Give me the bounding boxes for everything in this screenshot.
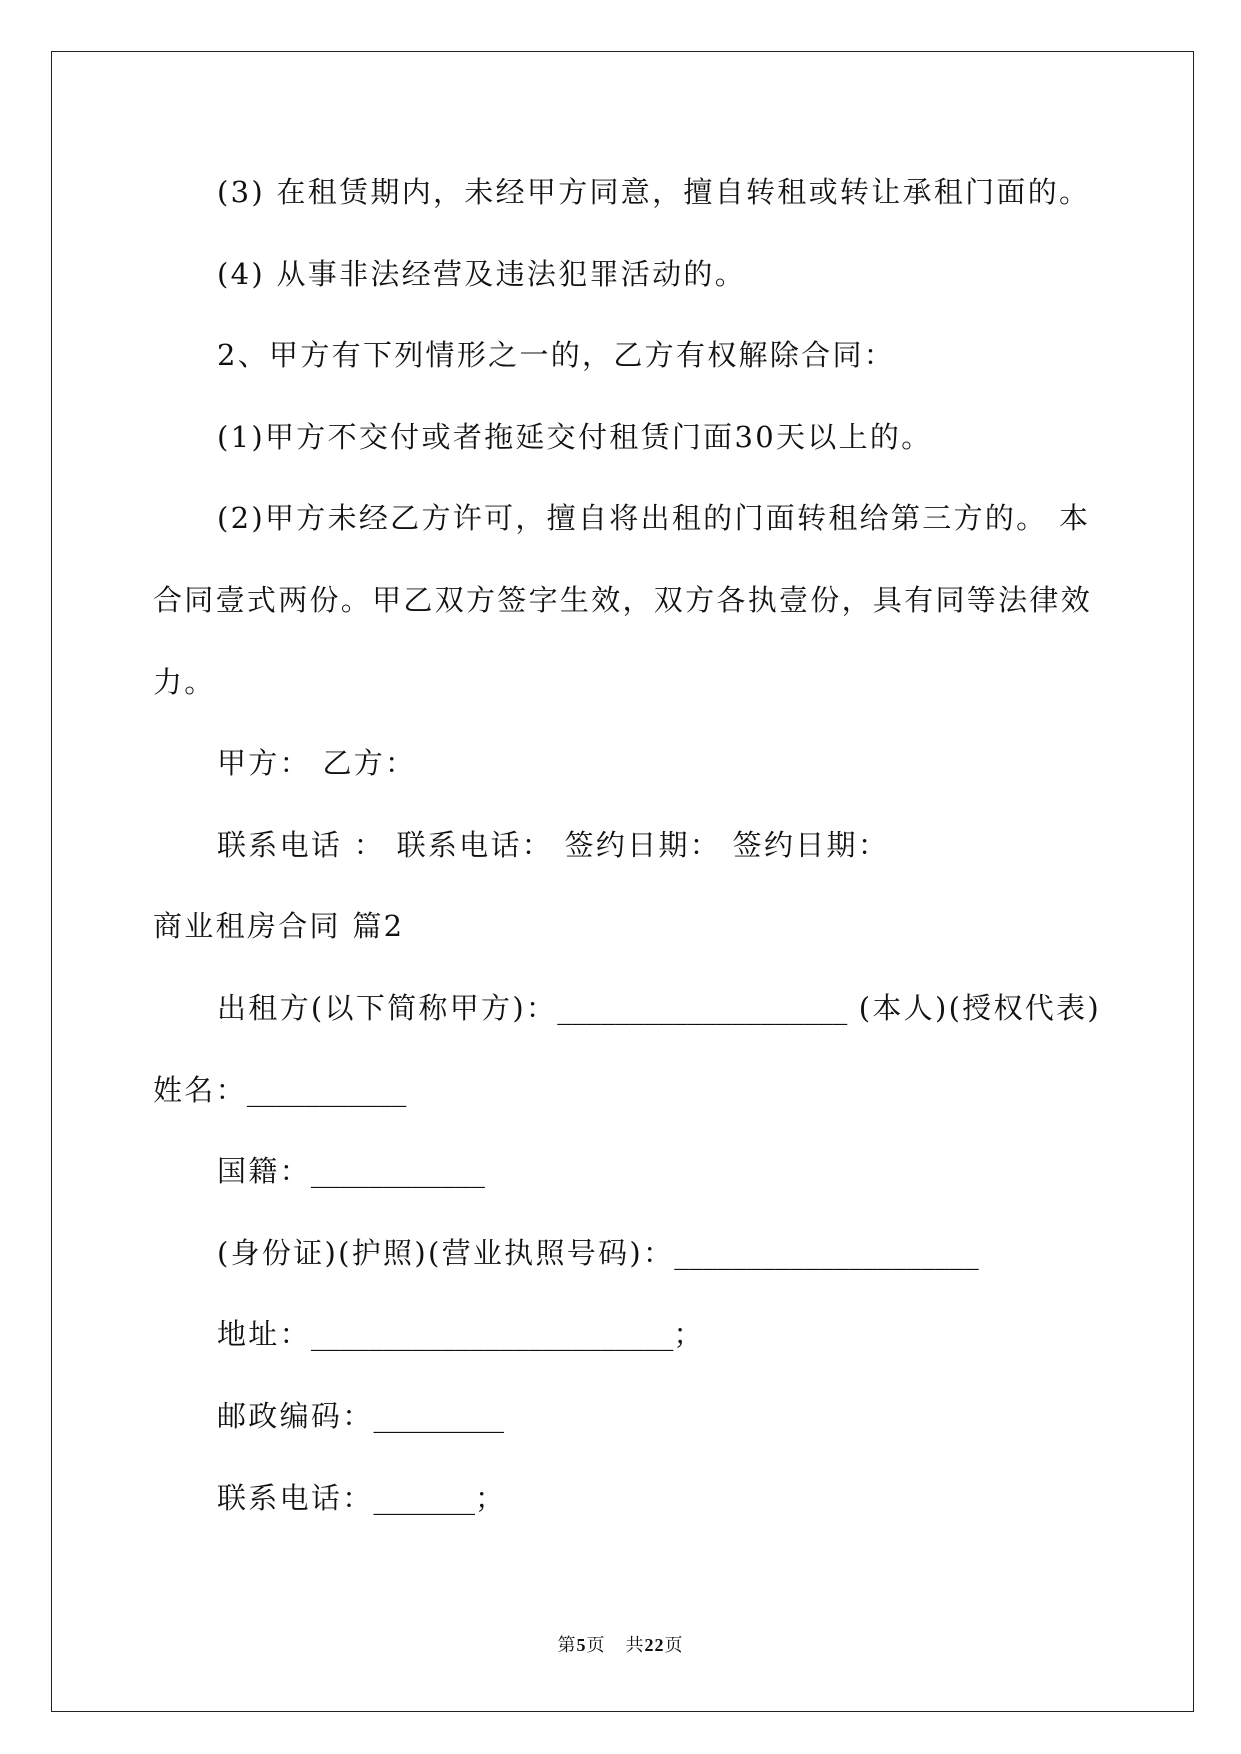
nationality-blank: ____________: [310, 1154, 485, 1189]
phone-blank: _______: [373, 1480, 476, 1515]
name-blank: ___________: [246, 1072, 407, 1107]
total-pages-number: 22: [644, 1635, 665, 1655]
page-prefix: 第: [557, 1635, 577, 1655]
party-a-label: 甲方：: [217, 746, 311, 781]
total-suffix: 页: [664, 1635, 684, 1655]
nationality-row: [153, 1131, 1153, 1213]
paragraph-continued-line: 合同壹式两份。甲乙双方签字生效，双方各执壹份，具有同等法律效: [153, 582, 1093, 617]
lessor-label: 出租方(以下简称甲方)：: [217, 990, 558, 1025]
id-number-blank: _____________________: [674, 1235, 979, 1270]
name-row: [153, 1050, 1153, 1132]
clause-item-4: (4) 从事非法经营及违法犯罪活动的。: [217, 256, 746, 291]
signature-parties-row: [153, 723, 1153, 805]
party-a-date-label: 签约日期：: [564, 827, 722, 862]
lessor-row: [153, 968, 1153, 1050]
party-b-label: 乙方：: [322, 746, 417, 781]
nationality-label: 国籍：: [217, 1154, 311, 1189]
postcode-blank: _________: [373, 1398, 505, 1433]
lessee-clause-item-2: (2)甲方未经乙方许可，擅自将出租的门面转租给第三方的。 本: [217, 501, 1091, 536]
page-footer: [0, 1633, 1241, 1657]
lessor-capacity: (本人)(授权代表): [858, 990, 1102, 1025]
clause-heading-lessee-termination: 2、甲方有下列情形之一的，乙方有权解除合同：: [217, 338, 896, 373]
phone-label: 联系电话：: [217, 1480, 374, 1515]
page-suffix: 页: [586, 1635, 606, 1655]
current-page-number: 5: [576, 1635, 587, 1655]
address-end-punctuation: ；: [673, 1317, 705, 1352]
address-row: [153, 1294, 1153, 1376]
id-number-row: [153, 1213, 1153, 1295]
name-label: 姓名：: [153, 1072, 247, 1107]
postcode-label: 邮政编码：: [217, 1398, 374, 1433]
party-b-date-label: 签约日期：: [732, 827, 890, 862]
id-number-label: (身份证)(护照)(营业执照号码)：: [217, 1235, 675, 1270]
signature-contact-row: [153, 805, 1153, 887]
paragraph-continued-line: 力。: [153, 664, 216, 699]
section-heading: 商业租房合同 篇2: [153, 909, 405, 944]
phone-end-punctuation: ；: [475, 1480, 507, 1515]
party-a-phone-label: 联系电话 ：: [217, 827, 386, 862]
address-label: 地址：: [217, 1317, 311, 1352]
party-b-phone-label: 联系电话：: [396, 827, 554, 862]
phone-row: [153, 1458, 1153, 1540]
lessee-clause-item-1: (1)甲方不交付或者拖延交付租赁门面30天以上的。: [217, 419, 933, 454]
address-blank: _________________________: [310, 1317, 674, 1352]
document-body: [153, 152, 1153, 1539]
total-prefix: 共: [625, 1635, 645, 1655]
clause-item-3: (3) 在租赁期内，未经甲方同意，擅自转租或转让承租门面的。: [217, 175, 1091, 209]
postcode-row: [153, 1376, 1153, 1458]
lessor-blank: ____________________: [557, 990, 848, 1025]
